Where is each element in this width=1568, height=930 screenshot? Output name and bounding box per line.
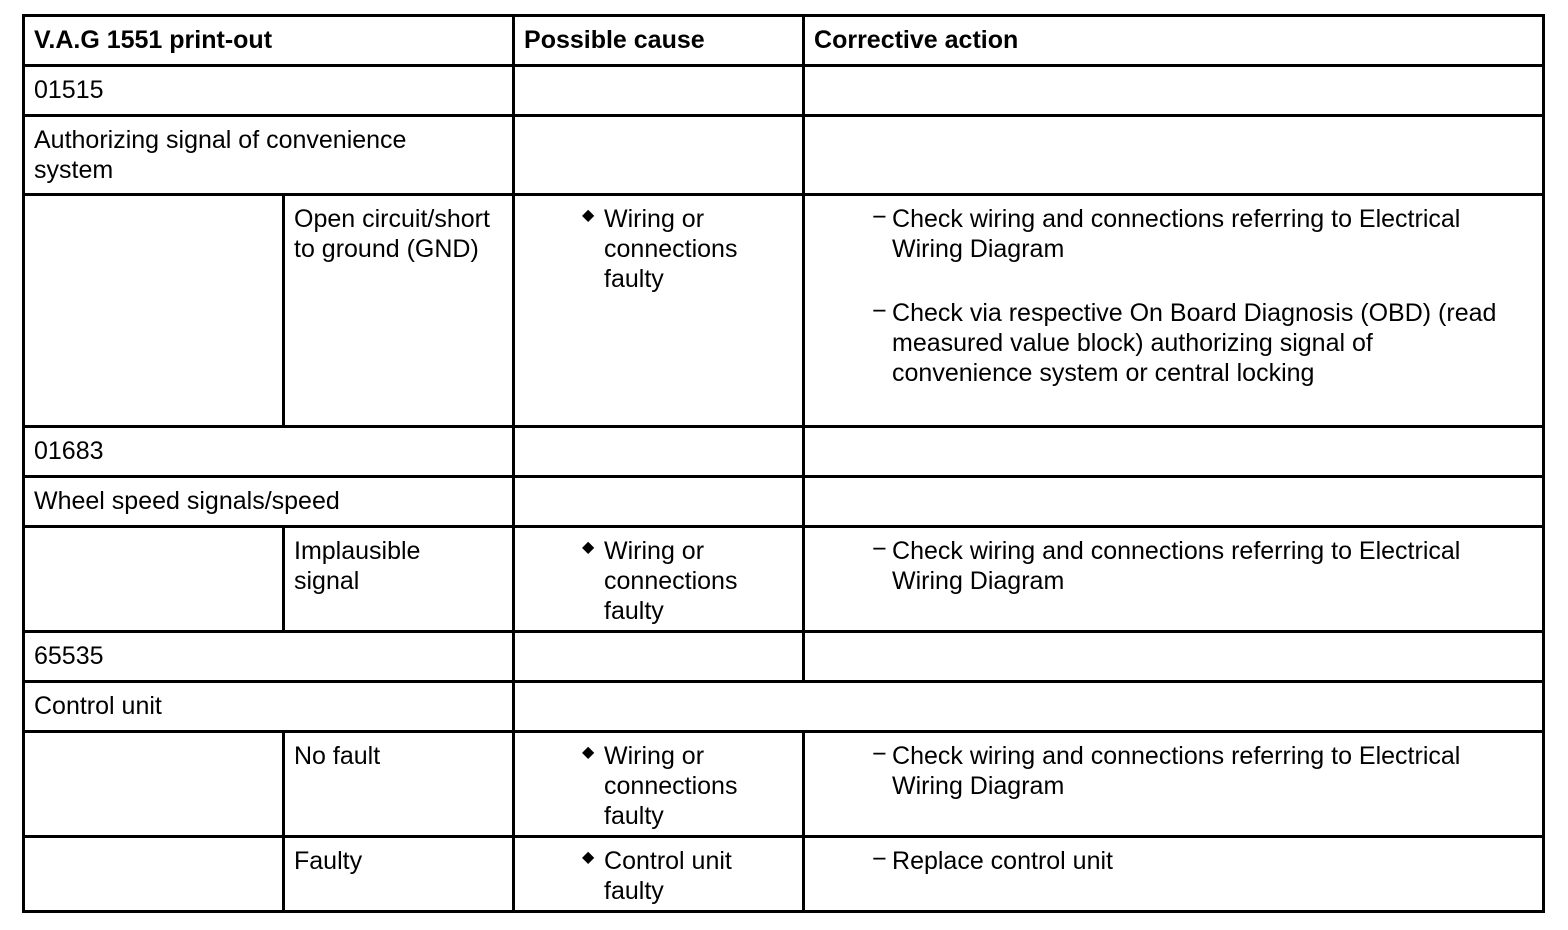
bullet-icon: ◆ <box>582 207 595 224</box>
action-text: Check wiring and connections referring to Electrical Wiring Diagram <box>892 537 1461 595</box>
table-row <box>24 527 1544 632</box>
fault-code: 01683 <box>24 427 514 477</box>
table-row <box>24 427 1544 477</box>
fault-type: Open circuit/short to ground (GND) <box>284 195 514 427</box>
table-row <box>24 682 1544 732</box>
table-row <box>24 116 1544 195</box>
table-row <box>24 732 1544 837</box>
action-cell <box>804 527 1544 632</box>
empty-cell <box>514 427 804 477</box>
empty-cell <box>804 632 1544 682</box>
bullet-icon: ◆ <box>582 849 595 866</box>
empty-cell <box>514 632 804 682</box>
fault-table <box>22 14 1545 913</box>
bullet-icon: ◆ <box>582 744 595 761</box>
cause-text: Wiring or connections faulty <box>604 205 738 293</box>
empty-cell <box>514 477 804 527</box>
fault-name: Wheel speed signals/speed <box>24 477 514 527</box>
empty-cell <box>804 427 1544 477</box>
cause-cell <box>514 527 804 632</box>
fault-code: 01515 <box>24 66 514 116</box>
action-item <box>814 741 1532 801</box>
fault-type: Implausible signal <box>284 527 514 632</box>
action-cell <box>804 732 1544 837</box>
empty-cell <box>514 116 804 195</box>
action-text: Replace control unit <box>892 847 1113 875</box>
action-cell <box>804 837 1544 912</box>
action-text: Check wiring and connections referring to Electrical Wiring Diagram <box>892 742 1461 800</box>
cause-cell <box>514 195 804 427</box>
action-item <box>814 204 1532 264</box>
action-text: Check wiring and connections referring to Electrical Wiring Diagram <box>892 205 1461 263</box>
empty-cell <box>804 477 1544 527</box>
table-row <box>24 195 1544 427</box>
action-item <box>814 846 1532 876</box>
empty-cell <box>24 837 284 912</box>
cause-text: Wiring or connections faulty <box>604 537 738 625</box>
cause-item <box>524 741 792 831</box>
action-item <box>814 536 1532 596</box>
empty-cell <box>514 66 804 116</box>
cause-item <box>524 536 792 626</box>
dash-icon: − <box>872 845 887 873</box>
cause-text: Wiring or connections faulty <box>604 742 738 830</box>
bullet-icon: ◆ <box>582 539 595 556</box>
dash-icon: − <box>872 535 887 563</box>
fault-name: Control unit <box>24 682 514 732</box>
cause-item <box>524 204 792 294</box>
empty-cell <box>804 116 1544 195</box>
table-row <box>24 632 1544 682</box>
header-cause: Possible cause <box>514 16 804 66</box>
header-action: Corrective action <box>804 16 1544 66</box>
empty-cell <box>804 66 1544 116</box>
action-cell <box>804 195 1544 427</box>
empty-cell <box>24 527 284 632</box>
cause-item <box>524 846 792 906</box>
dash-icon: − <box>872 740 887 768</box>
fault-type: No fault <box>284 732 514 837</box>
table-row <box>24 66 1544 116</box>
cause-cell <box>514 732 804 837</box>
fault-name: Authorizing signal of convenience system <box>24 116 514 195</box>
table-row <box>24 837 1544 912</box>
fault-code: 65535 <box>24 632 514 682</box>
dash-icon: − <box>872 203 887 231</box>
action-text: Check via respective On Board Diagnosis (OBD) (read measured value block) authorizing signal of convenience system or central locking <box>892 299 1497 387</box>
cause-text: Control unit faulty <box>604 847 732 905</box>
empty-cell <box>24 195 284 427</box>
dash-icon: − <box>872 297 887 325</box>
fault-type: Faulty <box>284 837 514 912</box>
cause-cell <box>514 837 804 912</box>
action-item <box>814 298 1532 388</box>
header-printout: V.A.G 1551 print-out <box>24 16 514 66</box>
header-row <box>24 16 1544 66</box>
empty-cell <box>24 732 284 837</box>
table-row <box>24 477 1544 527</box>
empty-cell <box>514 682 1544 732</box>
